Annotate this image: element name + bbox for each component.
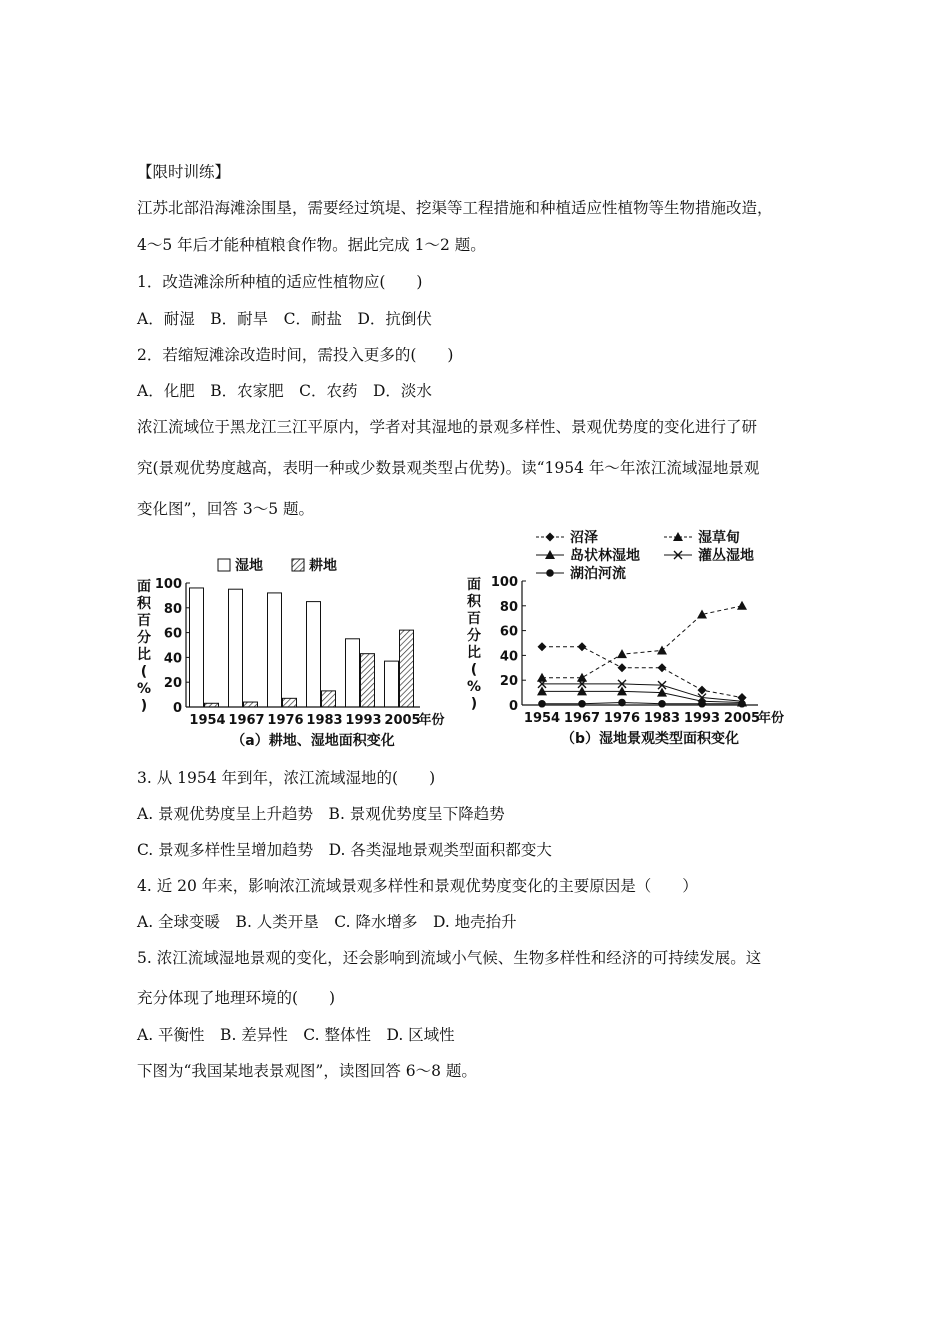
chart-b-y-axis-label bbox=[467, 577, 482, 712]
chart-b-point-4 bbox=[658, 700, 666, 708]
chart-b-x-tick-label: 1967 bbox=[563, 711, 601, 726]
chart-b bbox=[460, 525, 790, 760]
chart-b-legend-marker-4 bbox=[546, 569, 554, 577]
chart-a-bar-farmland bbox=[361, 654, 375, 707]
chart-b-series-line-1 bbox=[542, 606, 742, 678]
chart-a-y-tick-label: 80 bbox=[163, 601, 182, 617]
chart-a-y-axis-label-char: 百 bbox=[137, 613, 151, 629]
chart-a bbox=[130, 525, 460, 760]
chart-b-legend-label-0: 沼泽 bbox=[570, 530, 598, 546]
chart-b-legend bbox=[536, 529, 754, 582]
chart-a-bar-wetland bbox=[307, 602, 321, 707]
chart-a-y-axis-label bbox=[137, 579, 152, 714]
figure-charts bbox=[130, 525, 790, 760]
q2-options: A．化肥 B．农家肥 C．农药 D．淡水 bbox=[137, 382, 432, 400]
chart-b-y-tick-label: 20 bbox=[499, 674, 518, 690]
chart-b-y-tick-label: 0 bbox=[508, 699, 518, 714]
chart-a-bar-wetland bbox=[268, 593, 282, 707]
chart-b-point-4 bbox=[738, 700, 746, 708]
chart-b-legend-marker-0 bbox=[546, 533, 555, 542]
chart-b-y-axis-label-char: 分 bbox=[467, 628, 481, 644]
chart-a-bar-wetland bbox=[385, 661, 399, 707]
chart-a-bar-wetland bbox=[229, 589, 243, 707]
chart-a-x-tick-label: 2005 bbox=[384, 713, 421, 728]
q5-stem-1: 5. 浓江流域湿地景观的变化，还会影响到流域小气候、生物多样性和经济的可持续发展。这 bbox=[137, 949, 762, 967]
chart-a-bar-farmland bbox=[322, 691, 336, 707]
chart-b-y-axis-label-char: 面 bbox=[467, 577, 481, 593]
chart-a-x-axis-suffix: 年份 bbox=[418, 713, 445, 728]
chart-b-title: （b）湿地景观类型面积变化 bbox=[560, 731, 740, 747]
chart-b-x-axis-suffix: 年份 bbox=[758, 711, 785, 726]
chart-a-bar-farmland bbox=[244, 702, 258, 707]
intro1-line1: 江苏北部沿海滩涂围垦，需要经过筑堤、挖渠等工程措施和种植适应性植物等生物措施改造， bbox=[137, 199, 773, 217]
q4-options: A. 全球变暖 B. 人类开垦 C. 降水增多 D. 地壳抬升 bbox=[137, 913, 517, 931]
chart-a-legend-label-1: 耕地 bbox=[309, 558, 337, 574]
chart-b-y-axis-label-char: ) bbox=[470, 696, 478, 712]
chart-a-x-tick-label: 1976 bbox=[267, 713, 304, 728]
q5-stem-2: 充分体现了地理环境的( ) bbox=[137, 989, 336, 1007]
chart-a-bar-wetland bbox=[190, 588, 204, 707]
chart-a-x-tick-label: 1993 bbox=[345, 713, 382, 728]
chart-b-series-line-2 bbox=[542, 691, 742, 702]
chart-a-y-tick-label: 20 bbox=[163, 676, 182, 692]
chart-a-y-tick-label: 40 bbox=[163, 651, 182, 667]
chart-b-point-4 bbox=[698, 700, 706, 708]
chart-a-x-tick-label: 1967 bbox=[228, 713, 265, 728]
chart-a-y-tick-label: 60 bbox=[163, 626, 182, 642]
intro1-line2: 4～5 年后才能种植粮食作物。据此完成 1～2 题。 bbox=[137, 236, 486, 254]
chart-b-y-tick-label: 100 bbox=[490, 575, 518, 590]
chart-b-legend-label-3: 灌丛湿地 bbox=[698, 548, 754, 564]
q4-stem: 4. 近 20 年来，影响浓江流域景观多样性和景观优势度变化的主要原因是（ ） bbox=[137, 877, 698, 895]
chart-a-bar-wetland bbox=[346, 639, 360, 707]
chart-b-x-tick-label: 1993 bbox=[683, 711, 721, 726]
chart-a-y-axis-label-char: 面 bbox=[137, 579, 151, 595]
q3-stem: 3. 从 1954 年到年，浓江流域湿地的( ) bbox=[137, 769, 436, 787]
chart-b-y-axis-label-char: 积 bbox=[467, 594, 481, 610]
chart-b-y-tick-label: 40 bbox=[499, 649, 518, 665]
chart-b-x-tick-label: 1954 bbox=[523, 711, 561, 726]
chart-b-legend-label-2: 岛状林湿地 bbox=[570, 548, 640, 564]
chart-b-series-line-0 bbox=[542, 647, 742, 698]
chart-b-y-tick-label: 80 bbox=[499, 599, 518, 615]
chart-a-y-axis-label-char: ( bbox=[140, 664, 148, 680]
chart-a-y-tick-label: 100 bbox=[154, 577, 182, 592]
chart-b-series-line-3 bbox=[542, 684, 742, 701]
q1-stem: 1．改造滩涂所种植的适应性植物应( ) bbox=[137, 273, 423, 291]
chart-a-legend-swatch-1 bbox=[292, 559, 304, 571]
intro2-line2: 究(景观优势度越高，表明一种或少数景观类型占优势)。读“1954 年～年浓江流域湿地景观 bbox=[137, 459, 760, 477]
chart-b-x-tick-label: 1983 bbox=[643, 711, 681, 726]
chart-b-y-axis-label-char: 比 bbox=[467, 645, 481, 661]
chart-a-bar-farmland bbox=[400, 630, 414, 707]
chart-a-legend-label-0: 湿地 bbox=[235, 558, 263, 574]
chart-b-point-0 bbox=[658, 663, 667, 672]
chart-b-point-0 bbox=[578, 642, 587, 651]
chart-b-point-4 bbox=[578, 700, 586, 708]
chart-b-point-0 bbox=[538, 642, 547, 651]
chart-b-x-tick-label: 2005 bbox=[723, 711, 761, 726]
chart-b-point-4 bbox=[538, 700, 546, 708]
chart-a-y-tick-label: 0 bbox=[172, 701, 182, 716]
chart-a-x-tick-label: 1983 bbox=[306, 713, 343, 728]
chart-b-legend-label-4: 湖泊河流 bbox=[570, 566, 626, 582]
chart-a-y-axis-label-char: ) bbox=[140, 698, 148, 714]
chart-a-y-axis-label-char: 分 bbox=[137, 630, 151, 646]
chart-b-y-tick-label: 60 bbox=[499, 624, 518, 640]
chart-a-bar-farmland bbox=[283, 698, 297, 707]
intro2-line3: 变化图”，回答 3～5 题。 bbox=[137, 500, 315, 518]
chart-a-y-axis-label-char: 积 bbox=[137, 596, 151, 612]
chart-a-y-axis-label-char: 比 bbox=[137, 647, 151, 663]
chart-b-point-0 bbox=[618, 663, 627, 672]
chart-b-x-tick-label: 1976 bbox=[603, 711, 641, 726]
chart-a-legend bbox=[218, 557, 337, 574]
outro-text: 下图为“我国某地表景观图”，读图回答 6～8 题。 bbox=[137, 1062, 477, 1080]
chart-b-y-axis-label-char: ( bbox=[470, 662, 478, 678]
q3-options-1: A. 景观优势度呈上升趋势 B. 景观优势度呈下降趋势 bbox=[137, 805, 505, 823]
chart-b-series-line-4 bbox=[542, 703, 742, 704]
q5-options: A. 平衡性 B. 差异性 C. 整体性 D. 区域性 bbox=[137, 1026, 455, 1044]
chart-b-y-axis-label-char: 百 bbox=[467, 611, 481, 627]
q3-options-2: C. 景观多样性呈增加趋势 D. 各类湿地景观类型面积都变大 bbox=[137, 841, 552, 859]
chart-a-title: （a）耕地、湿地面积变化 bbox=[231, 733, 395, 749]
section-title: 【限时训练】 bbox=[137, 163, 231, 181]
chart-b-y-axis-label-char: % bbox=[466, 679, 482, 695]
chart-b-point-1 bbox=[657, 645, 667, 654]
q2-stem: 2．若缩短滩涂改造时间，需投入更多的( ) bbox=[137, 346, 454, 364]
chart-a-y-axis-label-char: % bbox=[136, 681, 152, 697]
chart-b-point-1 bbox=[737, 601, 747, 610]
chart-b-point-1 bbox=[617, 649, 627, 658]
chart-a-legend-swatch-0 bbox=[218, 559, 230, 571]
chart-a-x-tick-label: 1954 bbox=[189, 713, 226, 728]
chart-b-point-0 bbox=[698, 686, 707, 695]
q1-options: A．耐湿 B．耐旱 C．耐盐 D．抗倒伏 bbox=[137, 310, 432, 328]
intro2-line1: 浓江流域位于黑龙江三江平原内，学者对其湿地的景观多样性、景观优势度的变化进行了研 bbox=[137, 418, 758, 436]
chart-b-legend-label-1: 湿草甸 bbox=[698, 530, 740, 546]
